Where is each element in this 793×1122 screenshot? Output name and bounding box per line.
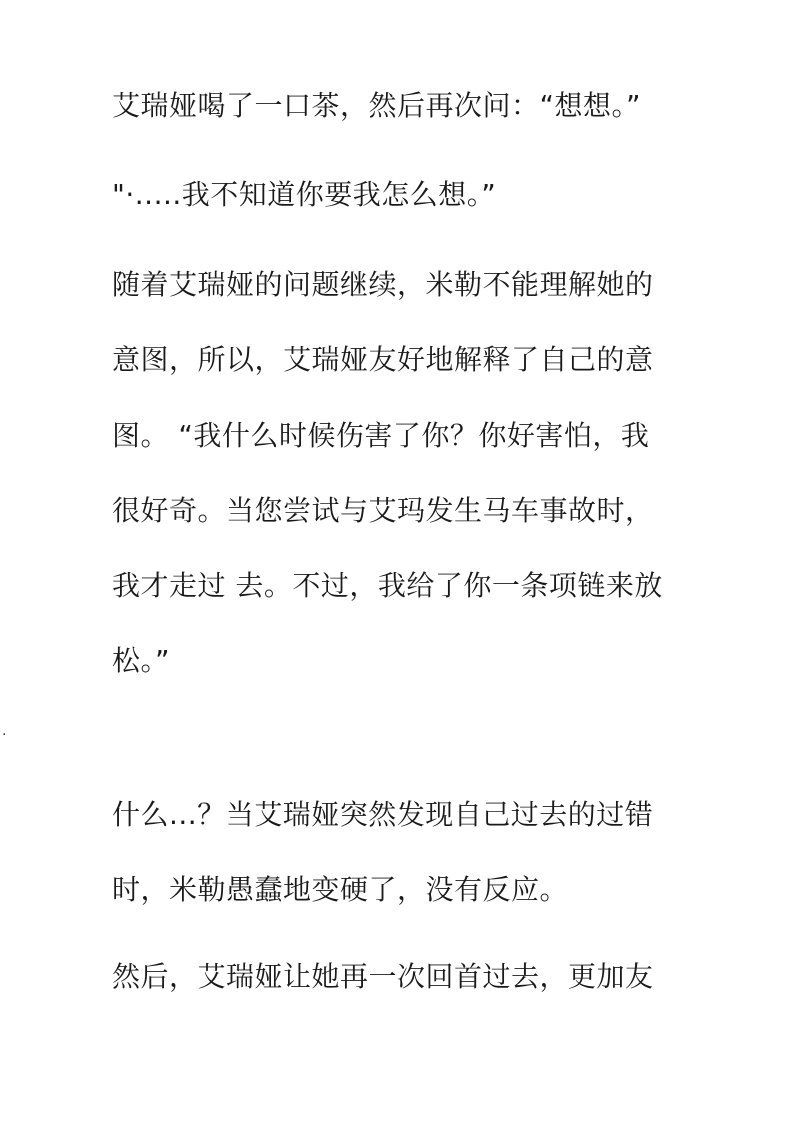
stray-mark: .: [2, 723, 7, 739]
text-line-8: 松。”: [112, 644, 171, 677]
text-line-6: 很好奇。当您尝试与艾玛发生马车事故时，: [112, 494, 654, 527]
text-line-10: 时，米勒愚蠢地变硬了，没有反应。: [112, 873, 569, 906]
text-line-2: "·.....我不知道你要我怎么想。”: [112, 178, 497, 211]
text-line-1: 艾瑞娅喝了一口茶，然后再次问：“想想。”: [112, 89, 642, 122]
text-line-5: 图。 “我什么时候伤害了你？你好害怕，我: [112, 419, 650, 452]
text-line-9: 什么...？当艾瑞娅突然发现自己过去的过错: [112, 798, 654, 831]
text-line-11: 然后，艾瑞娅让她再一次回首过去，更加友: [112, 960, 654, 993]
text-line-3: 随着艾瑞娅的问题继续，米勒不能理解她的: [112, 268, 654, 301]
text-line-7: 我才走过 去。不过，我给了你一条项链来放: [112, 569, 663, 602]
text-line-4: 意图，所以，艾瑞娅友好地解释了自己的意: [112, 343, 654, 376]
